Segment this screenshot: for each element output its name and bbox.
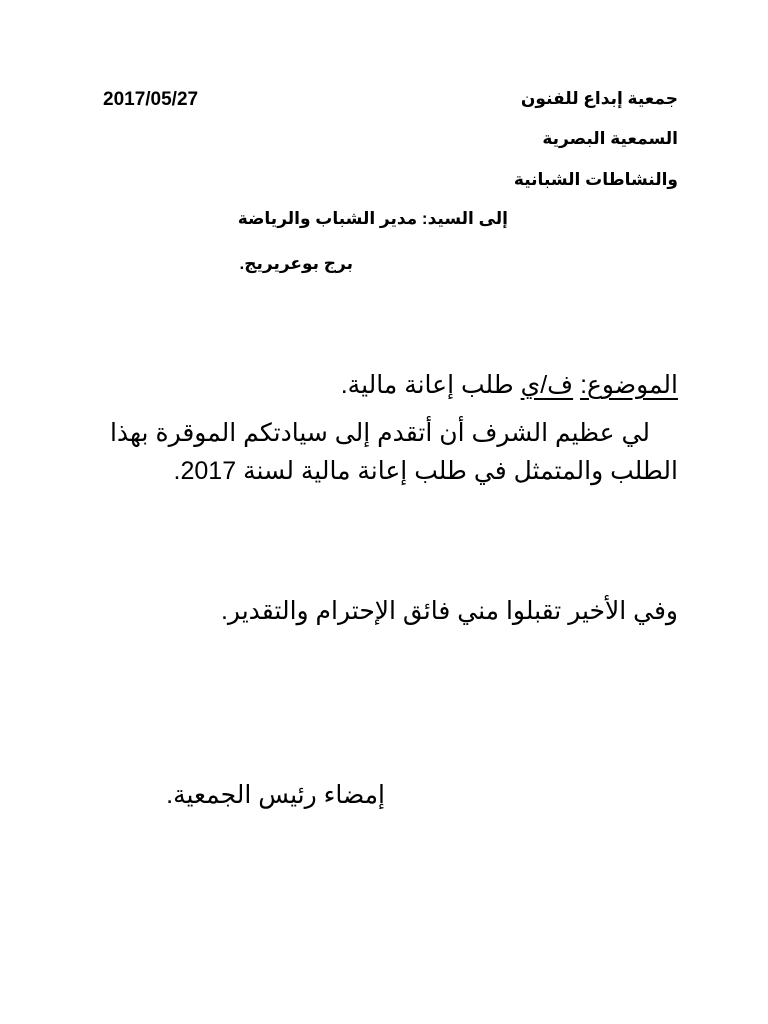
org-name-line-1: جمعية إبداع للفنون [520,89,678,108]
subject-prefix: ف/ي [520,371,574,399]
org-name-line-3: والنشاطات الشبانية [513,170,678,189]
recipient-line-1: إلى السيد: مدير الشباب والرياضة [237,209,508,228]
letter-date: 2017/05/27 [103,89,199,110]
org-name-line-2: السمعية البصرية [542,129,678,148]
body-line-2: الطلب والمتمثل في طلب إعانة مالية لسنة 2017. [173,457,678,485]
subject-label: الموضوع: [580,371,678,399]
closing-line: وفي الأخير تقبلوا مني فائق الإحترام والتقدير. [220,597,678,625]
body-line-1: لي عظيم الشرف أن أتقدم إلى سيادتكم الموقرة بهذا [109,419,650,447]
recipient-line-2: برج بوعريريج. [239,254,353,273]
signature-line: إمضاء رئيس الجمعية. [166,781,385,809]
subject-line [341,370,678,400]
subject-text: طلب إعانة مالية. [340,371,514,399]
